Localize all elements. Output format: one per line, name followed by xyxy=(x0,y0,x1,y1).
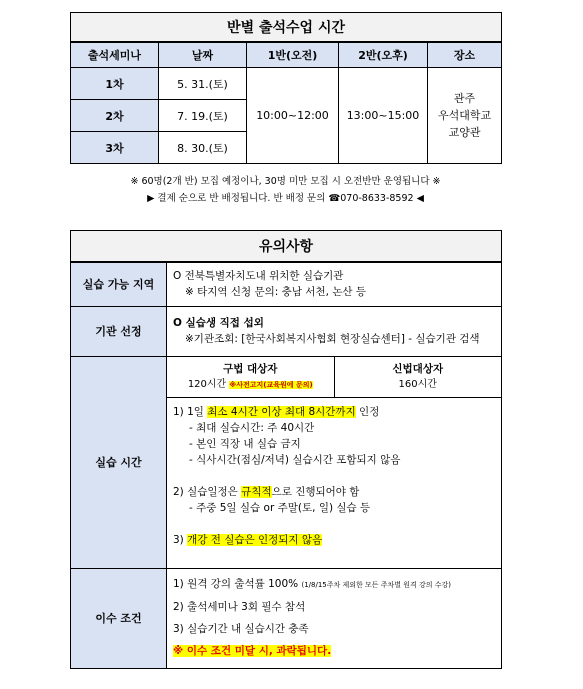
schedule-title: 반별 출석수업 시간 xyxy=(71,13,502,43)
new-law-value: 160시간 xyxy=(398,378,437,390)
region-content xyxy=(167,262,502,306)
venue-line: 우석대학교 xyxy=(437,109,492,122)
header-class1: 1반(오전) xyxy=(247,42,339,68)
completion-item-3: 3) 실습기간 내 실습시간 충족 xyxy=(173,622,309,635)
capacity-note: ※ 60명(2개 반) 모집 예정이나, 30명 미만 모집 시 오전반만 운영됩니다 ※ xyxy=(130,176,441,187)
old-law-value-line xyxy=(167,377,334,393)
time-am: 10:00~12:00 xyxy=(247,68,339,164)
row-date: 8. 30.(토) xyxy=(159,132,247,164)
completion-item-1: 1) 원격 강의 출석률 100% (1/8/15주차 제외한 모든 주차별 원격 강의 수강) xyxy=(173,577,452,590)
header-seminar: 출석세미나 xyxy=(71,42,159,68)
venue-cell xyxy=(428,68,502,164)
selection-content xyxy=(167,306,502,356)
notices-title: 유의사항 xyxy=(71,231,502,263)
completion-label: 이수 조건 xyxy=(71,568,167,668)
selection-note: ※기관조회: [한국사회복지사협회 현장실습센터] - 실습기관 검색 xyxy=(185,333,480,345)
selection-line: O 실습생 직접 섭외 xyxy=(173,317,264,329)
new-law-cell xyxy=(334,357,501,398)
venue-line: 교양관 xyxy=(448,126,481,139)
hours-label: 실습 시간 xyxy=(71,356,167,568)
header-venue: 장소 xyxy=(428,42,502,68)
notices-table xyxy=(70,230,502,669)
row-label: 3차 xyxy=(71,132,159,164)
class-assignment-note: ▶ 결제 순으로 반 배정됩니다. 반 배정 문의 ☎070-8633-8592 ◀ xyxy=(147,193,424,204)
new-law-title: 신법대상자 xyxy=(392,362,444,375)
region-note: ※ 타지역 신청 문의: 충남 서천, 논산 등 xyxy=(185,286,367,299)
header-date: 날짜 xyxy=(159,42,247,68)
hours-item-3: 3) 개강 전 실습은 인정되지 않음 xyxy=(173,533,323,546)
completion-warning: ※ 이수 조건 미달 시, 과락됩니다. xyxy=(173,644,332,657)
selection-label: 기관 선정 xyxy=(71,306,167,356)
venue-line: 관주 xyxy=(453,92,476,105)
hours-target-table xyxy=(167,357,501,398)
hours-content xyxy=(167,356,502,568)
hours-sub-line: - 주중 5일 실습 or 주말(토, 일) 실습 등 xyxy=(189,501,371,514)
schedule-table xyxy=(70,12,502,164)
row-date: 7. 19.(토) xyxy=(159,100,247,132)
hours-item-1-highlight: 최소 4시간 이상 최대 8시간까지 xyxy=(207,405,356,418)
old-law-title: 구법 대상자 xyxy=(223,362,278,375)
table-row xyxy=(71,68,502,100)
hours-sub-line: - 본인 직장 내 실습 금지 xyxy=(189,437,301,450)
hours-sub-line: - 최대 실습시간: 주 40시간 xyxy=(189,421,315,434)
row-label: 2차 xyxy=(71,100,159,132)
header-class2: 2반(오후) xyxy=(339,42,428,68)
completion-item-1-note: (1/8/15주차 제외한 모든 주차별 원격 강의 수강) xyxy=(301,580,452,589)
hours-item-1: 1) 1일 최소 4시간 이상 최대 8시간까지 인정 xyxy=(173,405,380,418)
schedule-header-row xyxy=(71,42,502,68)
completion-content xyxy=(167,568,502,668)
hours-item-2: 2) 실습일정은 규칙적으로 진행되어야 함 xyxy=(173,485,360,498)
hours-item-2-highlight: 규칙적 xyxy=(241,485,272,498)
hours-item-3-highlight: 개강 전 실습은 인정되지 않음 xyxy=(187,533,323,546)
old-law-cell xyxy=(167,357,334,398)
completion-warning-line xyxy=(173,640,495,662)
old-law-value: 120시간 xyxy=(187,378,227,390)
row-date: 5. 31.(토) xyxy=(159,68,247,100)
row-label: 1차 xyxy=(71,68,159,100)
old-law-note: ※사전고지(교육원에 문의) xyxy=(229,380,313,389)
hours-sub-line: - 식사시간(점심/저녁) 실습시간 포함되지 않음 xyxy=(189,453,401,466)
region-label: 실습 가능 지역 xyxy=(71,262,167,306)
completion-item-2: 2) 출석세미나 3회 필수 참석 xyxy=(173,600,306,613)
time-pm: 13:00~15:00 xyxy=(339,68,428,164)
region-line: O 전북특별자치도내 위치한 실습기관 xyxy=(173,270,344,283)
